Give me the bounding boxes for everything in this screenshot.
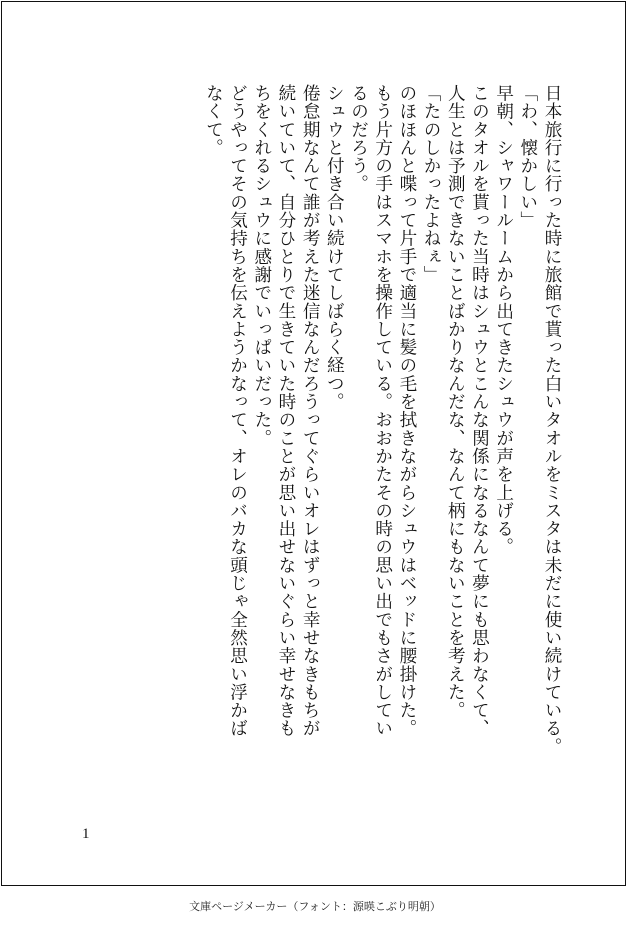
- text-line: るのだろう。: [348, 84, 369, 193]
- text-line: どうやってその気持ちを伝えようかなって、オレのバカな頭じゃ全然思い浮かば: [227, 84, 248, 738]
- footer-credit: 文庫ページメーカー（フォント：源暎こぶり明朝）: [189, 900, 441, 913]
- text-line: 「たのしかったよねぇ」: [421, 84, 442, 284]
- text-line: 日本旅行に行った時に旅館で貰った白いタオルをミスタは未だに使い続けている。: [542, 84, 562, 756]
- text-line: 「わ、懐かしい」: [517, 84, 538, 230]
- text-line: のほほんと喋って片手で適当に髪の毛を拭きながらシュウはベッドに腰掛けた。: [396, 84, 417, 738]
- page-frame: [1, 1, 626, 886]
- text-line: ちをくれるシュウに感謝でいっぱいだった。: [251, 84, 272, 447]
- text-line: 続いていて、自分ひとりで生きていた時のことが思い出せないぐらい幸せなきも: [275, 84, 296, 738]
- text-line: 倦怠期なんて誰が考えた迷信なんだろうってぐらいオレはずっと幸せなきもちが: [300, 84, 321, 738]
- text-line: 人生とは予測できないことばかりなんだな、なんて柄にもないことを考えた。: [445, 84, 466, 720]
- page-number: 1: [82, 826, 90, 842]
- text-line: 早朝、シャワールームから出てきたシュウが声を上げる。: [493, 84, 514, 556]
- text-line: もう片方の手はスマホを操作している。おおかたその時の思い出でもさがしてい: [372, 84, 393, 738]
- text-line: なくて。: [203, 84, 224, 157]
- vertical-text-body: [80, 84, 564, 804]
- text-line: シュウと付き合い続けてしばらく経つ。: [324, 84, 345, 411]
- text-line: このタオルを貰った当時はシュウとこんな関係になるなんて夢にも思わなくて、: [469, 84, 490, 738]
